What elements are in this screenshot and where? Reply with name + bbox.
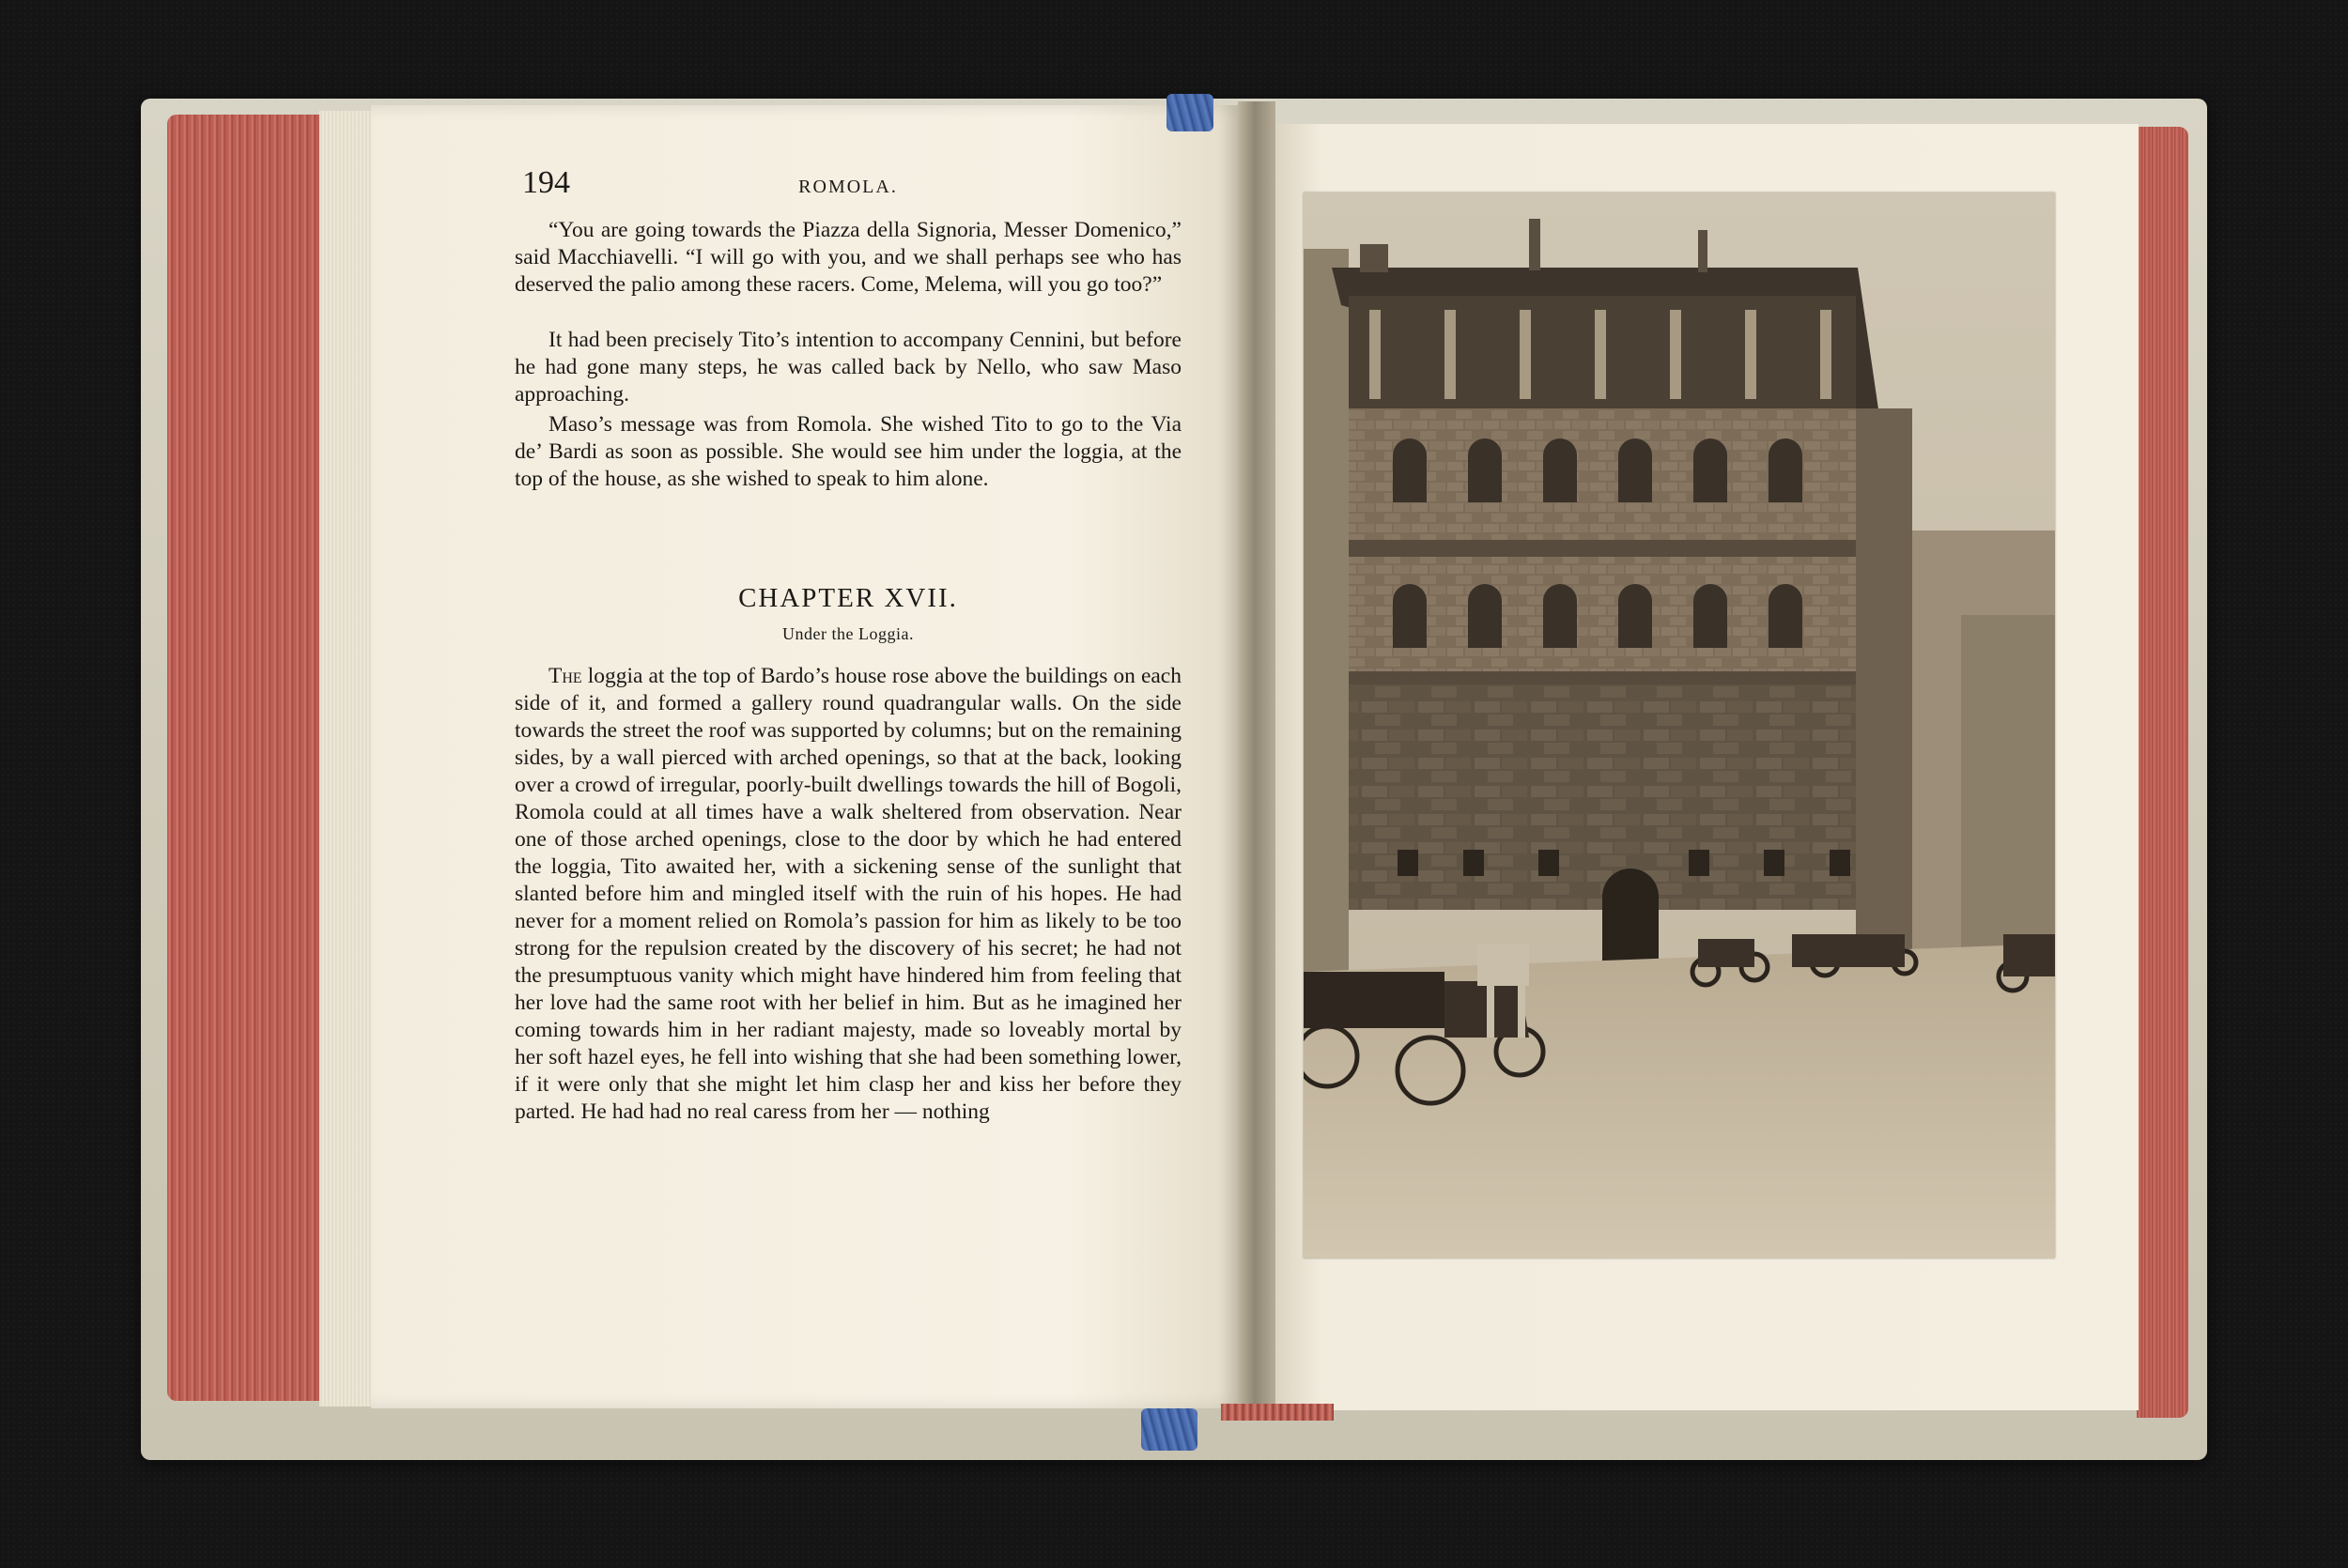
page-number: 194 <box>522 165 570 200</box>
left-page-stack <box>319 111 376 1407</box>
chapter-title: CHAPTER XVII. <box>738 583 958 613</box>
bookmark-ribbon-top <box>1166 94 1213 131</box>
running-head <box>515 165 1182 203</box>
paragraph-2: It had been precisely Tito’s intention to accompany Cennini, but before he had gone many steps, he was called back by Nello, who saw Maso approaching. <box>515 328 1182 407</box>
running-title: ROMOLA. <box>798 177 898 197</box>
paragraph-3: Maso’s message was from Romola. She wished Tito to go to the Via de’ Bardi as soon as possible. She would see him under the loggia, at the top of the house, as she wished to speak to him alone. <box>515 412 1182 491</box>
page-text-block <box>515 158 1182 1256</box>
book-headband <box>1221 1404 1334 1421</box>
palazzo-photo-illustration <box>1304 192 2055 1258</box>
palazzo-photograph <box>1304 192 2055 1258</box>
chapter-subtitle: Under the Loggia. <box>782 624 914 643</box>
chapter-lead-word: The <box>548 664 582 688</box>
book-gutter <box>1238 101 1275 1416</box>
bookmark-ribbon-bottom <box>1141 1408 1197 1451</box>
right-page-edges <box>2137 127 2188 1418</box>
chapter-body <box>515 663 1182 1126</box>
paragraph-1: “You are going towards the Piazza della Signoria, Messer Domenico,” said Macchiavelli. “I will go with you, and we shall perhaps see who has deserved the palio among these racers. Come, Melema, will you go too?” <box>515 218 1182 297</box>
chapter-body-text: loggia at the top of Bardo’s house rose above the buildings on each side of it, and formed a gallery round quadrangular walls. On the side towards the street the roof was supported by columns; but on the remaining sides, by a wall pierced with arched openings, so that at the back, looking over a crowd of irregular, poorly-built dwellings towards the hill of Bogoli, Romola could at all times have a walk sheltered from observation. Near one of those arched openings, close to the door by which he had entered the loggia, Tito awaited her, with a sickening sense of the sunlight that slanted before him and mingled itself with the ruin of his hopes. He had never for a moment relied on Romola’s passion for him as likely to be too strong for the repulsion created by the discovery of his secret; he had not the presumptuous vanity which might have hindered him from feeling that her love had the same root with her belief in him. But as he imagined her coming towards him in her radiant majesty, made so loveably mortal by her soft hazel eyes, he fell into wishing that she had been something lower, if it were only that she might let him clasp her and kiss her before they parted. He had had no real caress from her — nothing <box>515 664 1182 1124</box>
